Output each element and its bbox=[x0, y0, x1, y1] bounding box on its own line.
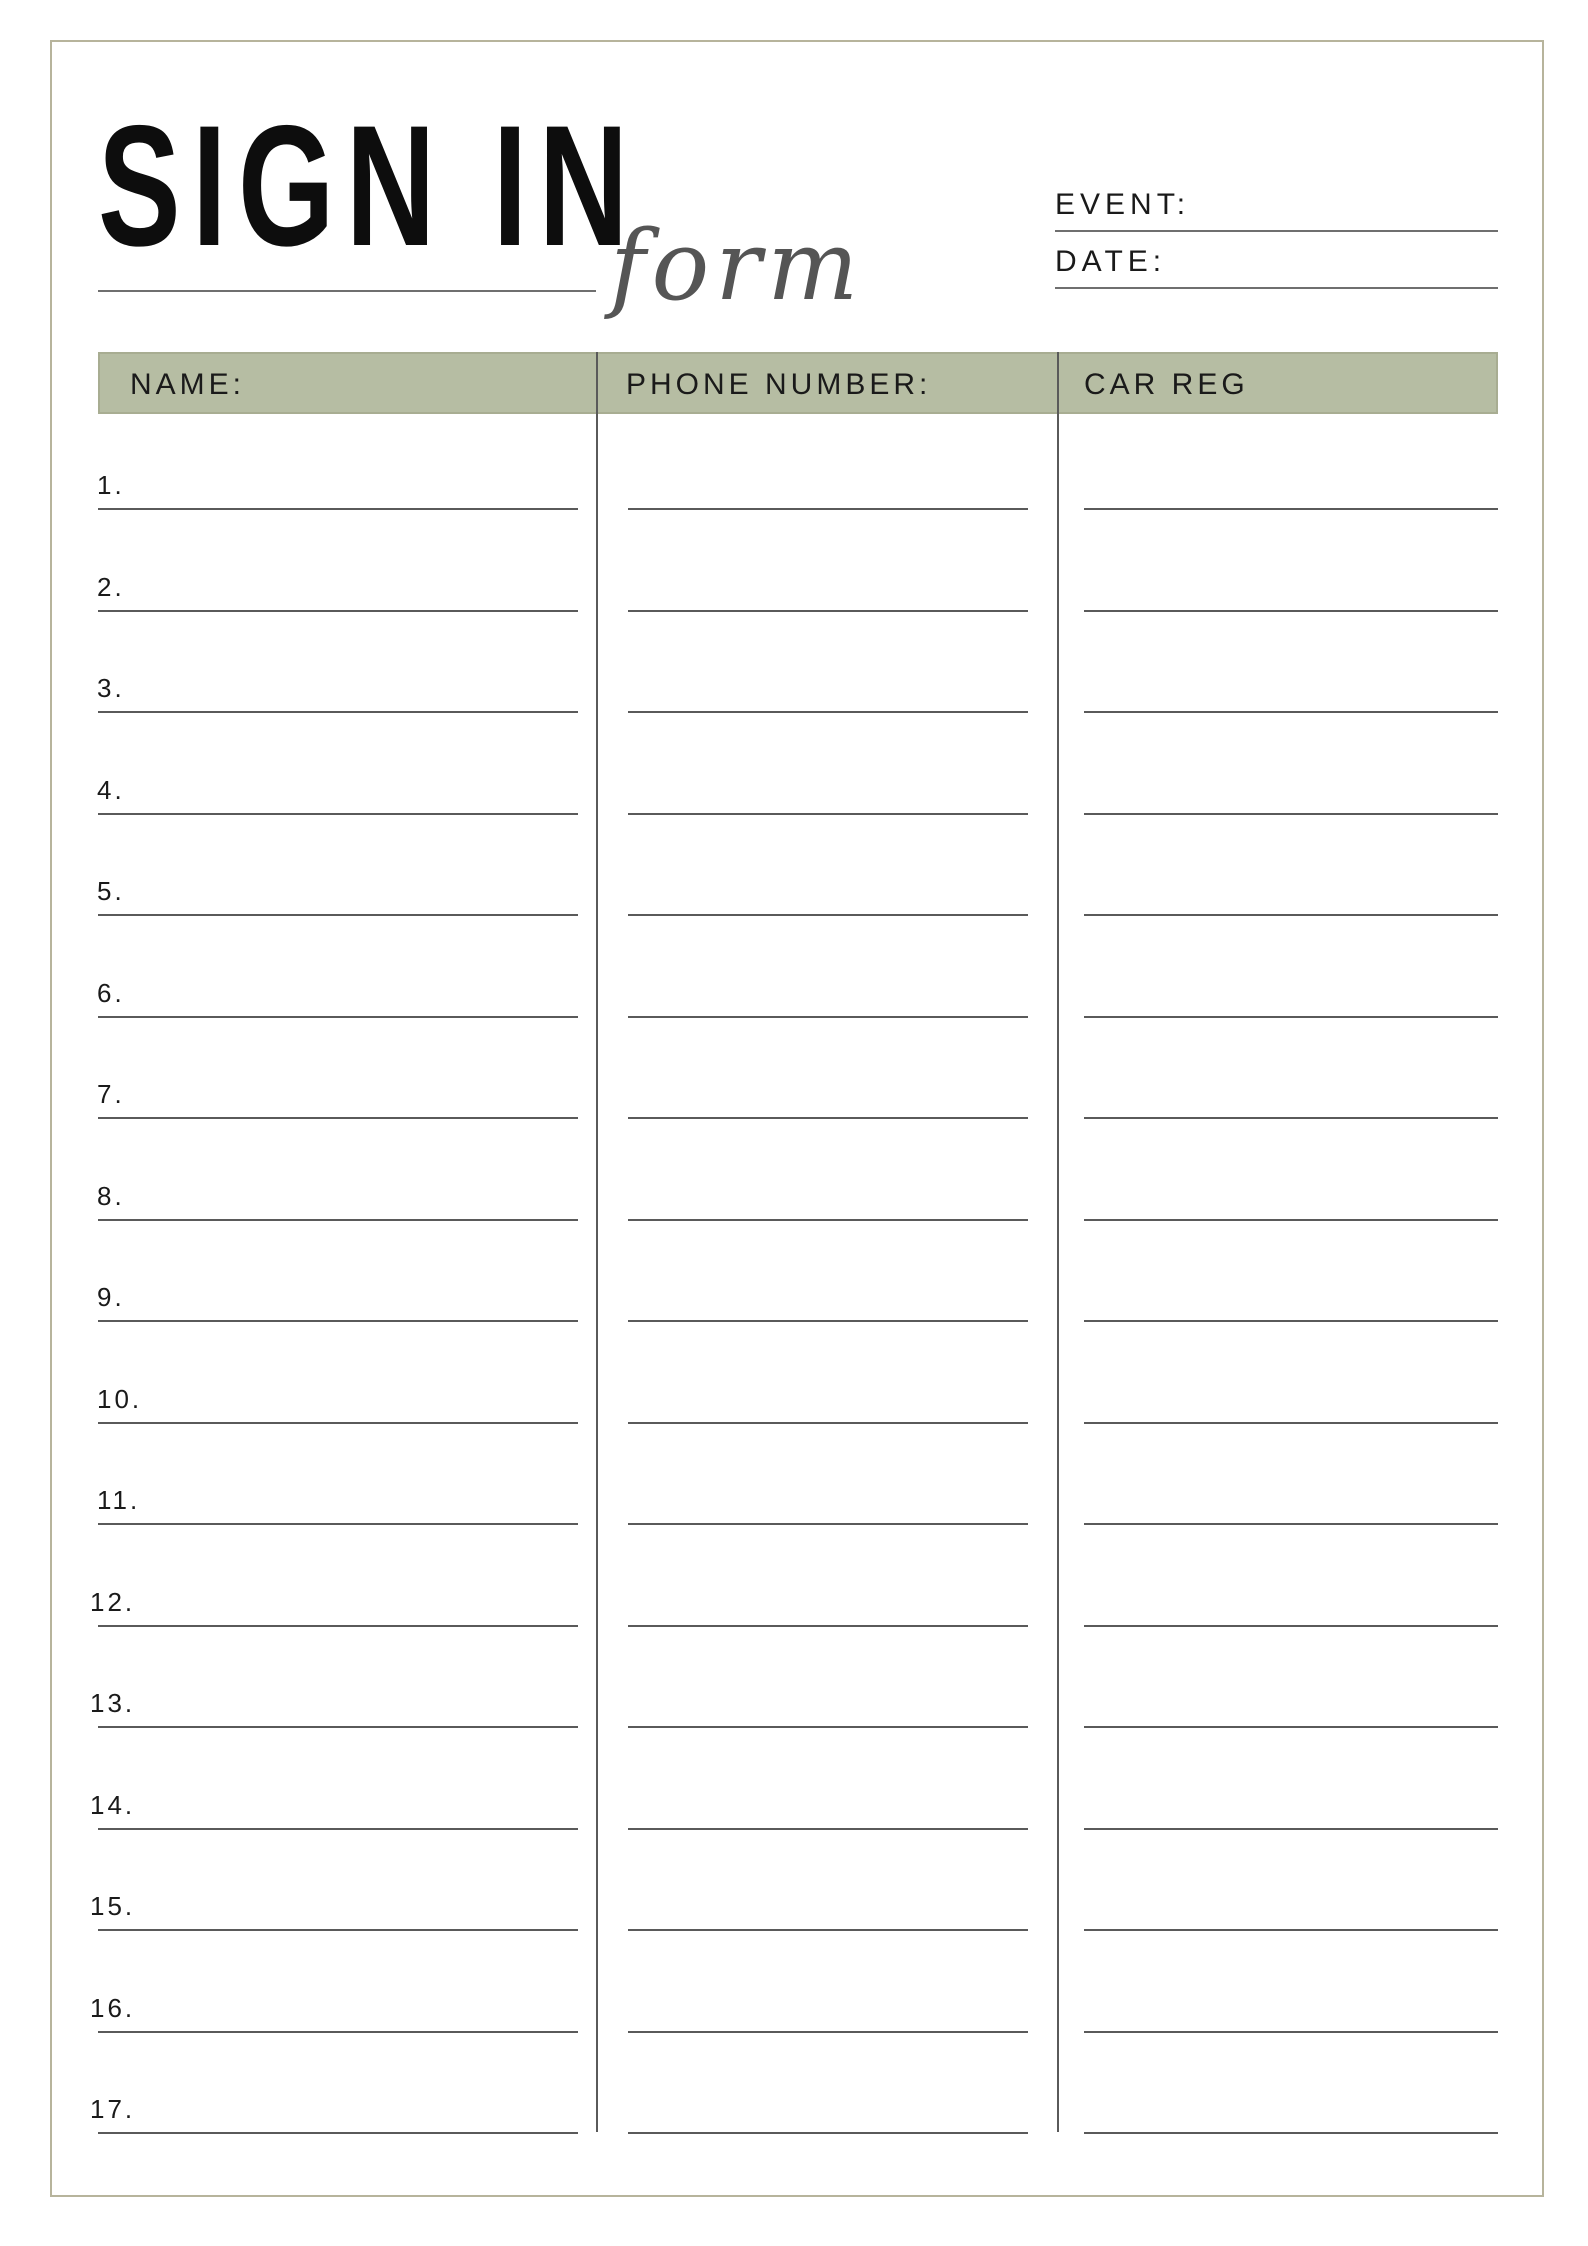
column-header-car-reg: CAR REG bbox=[1084, 368, 1249, 401]
car-reg-line[interactable] bbox=[1084, 1625, 1498, 1627]
car-reg-line[interactable] bbox=[1084, 610, 1498, 612]
column-header-phone: PHONE NUMBER: bbox=[626, 368, 932, 401]
row-number: 13. bbox=[90, 1688, 136, 1718]
car-reg-line[interactable] bbox=[1084, 1828, 1498, 1830]
phone-line[interactable] bbox=[628, 1828, 1028, 1830]
phone-line[interactable] bbox=[628, 1625, 1028, 1627]
phone-line[interactable] bbox=[628, 1016, 1028, 1018]
car-reg-line[interactable] bbox=[1084, 2132, 1498, 2134]
row-number: 11. bbox=[97, 1485, 141, 1515]
row-number: 6. bbox=[97, 978, 125, 1008]
row-number: 17. bbox=[90, 2094, 136, 2124]
phone-line[interactable] bbox=[628, 1422, 1028, 1424]
name-line[interactable] bbox=[98, 1929, 578, 1931]
car-reg-line[interactable] bbox=[1084, 1117, 1498, 1119]
column-divider-1 bbox=[596, 352, 598, 2132]
column-header-name: NAME: bbox=[130, 368, 246, 401]
phone-line[interactable] bbox=[628, 1726, 1028, 1728]
name-line[interactable] bbox=[98, 2031, 578, 2033]
name-line[interactable] bbox=[98, 1726, 578, 1728]
phone-line[interactable] bbox=[628, 2132, 1028, 2134]
car-reg-line[interactable] bbox=[1084, 813, 1498, 815]
phone-line[interactable] bbox=[628, 610, 1028, 612]
car-reg-line[interactable] bbox=[1084, 914, 1498, 916]
row-number: 4. bbox=[97, 775, 125, 805]
car-reg-line[interactable] bbox=[1084, 1219, 1498, 1221]
phone-line[interactable] bbox=[628, 711, 1028, 713]
row-number: 8. bbox=[97, 1181, 125, 1211]
car-reg-line[interactable] bbox=[1084, 1523, 1498, 1525]
row-number: 9. bbox=[97, 1282, 125, 1312]
form-title: SIGN IN bbox=[98, 90, 640, 282]
name-line[interactable] bbox=[98, 1625, 578, 1627]
row-number: 15. bbox=[90, 1891, 136, 1921]
column-divider-2 bbox=[1057, 352, 1059, 2132]
row-number: 1. bbox=[97, 470, 125, 500]
event-field[interactable] bbox=[1055, 188, 1498, 232]
phone-line[interactable] bbox=[628, 1219, 1028, 1221]
date-field[interactable] bbox=[1055, 245, 1498, 289]
name-line[interactable] bbox=[98, 508, 578, 510]
car-reg-line[interactable] bbox=[1084, 1320, 1498, 1322]
name-line[interactable] bbox=[98, 2132, 578, 2134]
date-label: DATE: bbox=[1055, 245, 1167, 278]
phone-line[interactable] bbox=[628, 1117, 1028, 1119]
name-line[interactable] bbox=[98, 1320, 578, 1322]
row-number: 14. bbox=[90, 1790, 136, 1820]
name-line[interactable] bbox=[98, 914, 578, 916]
name-line[interactable] bbox=[98, 711, 578, 713]
name-line[interactable] bbox=[98, 813, 578, 815]
row-number: 3. bbox=[97, 673, 125, 703]
name-line[interactable] bbox=[98, 610, 578, 612]
phone-line[interactable] bbox=[628, 508, 1028, 510]
phone-line[interactable] bbox=[628, 2031, 1028, 2033]
name-line[interactable] bbox=[98, 1219, 578, 1221]
phone-line[interactable] bbox=[628, 1929, 1028, 1931]
car-reg-line[interactable] bbox=[1084, 1929, 1498, 1931]
phone-line[interactable] bbox=[628, 1320, 1028, 1322]
row-number: 10. bbox=[97, 1384, 143, 1414]
car-reg-line[interactable] bbox=[1084, 508, 1498, 510]
row-number: 2. bbox=[97, 572, 125, 602]
event-label: EVENT: bbox=[1055, 188, 1191, 221]
row-number: 7. bbox=[97, 1079, 125, 1109]
form-subtitle: form bbox=[610, 210, 865, 322]
name-line[interactable] bbox=[98, 1117, 578, 1119]
row-number: 5. bbox=[97, 876, 125, 906]
phone-line[interactable] bbox=[628, 914, 1028, 916]
table-header bbox=[98, 352, 1498, 414]
car-reg-line[interactable] bbox=[1084, 711, 1498, 713]
car-reg-line[interactable] bbox=[1084, 1422, 1498, 1424]
row-number: 12. bbox=[90, 1587, 136, 1617]
car-reg-line[interactable] bbox=[1084, 1726, 1498, 1728]
row-number: 16. bbox=[90, 1993, 136, 2023]
title-underline bbox=[98, 290, 596, 292]
name-line[interactable] bbox=[98, 1523, 578, 1525]
car-reg-line[interactable] bbox=[1084, 1016, 1498, 1018]
name-line[interactable] bbox=[98, 1828, 578, 1830]
name-line[interactable] bbox=[98, 1422, 578, 1424]
phone-line[interactable] bbox=[628, 1523, 1028, 1525]
name-line[interactable] bbox=[98, 1016, 578, 1018]
car-reg-line[interactable] bbox=[1084, 2031, 1498, 2033]
phone-line[interactable] bbox=[628, 813, 1028, 815]
